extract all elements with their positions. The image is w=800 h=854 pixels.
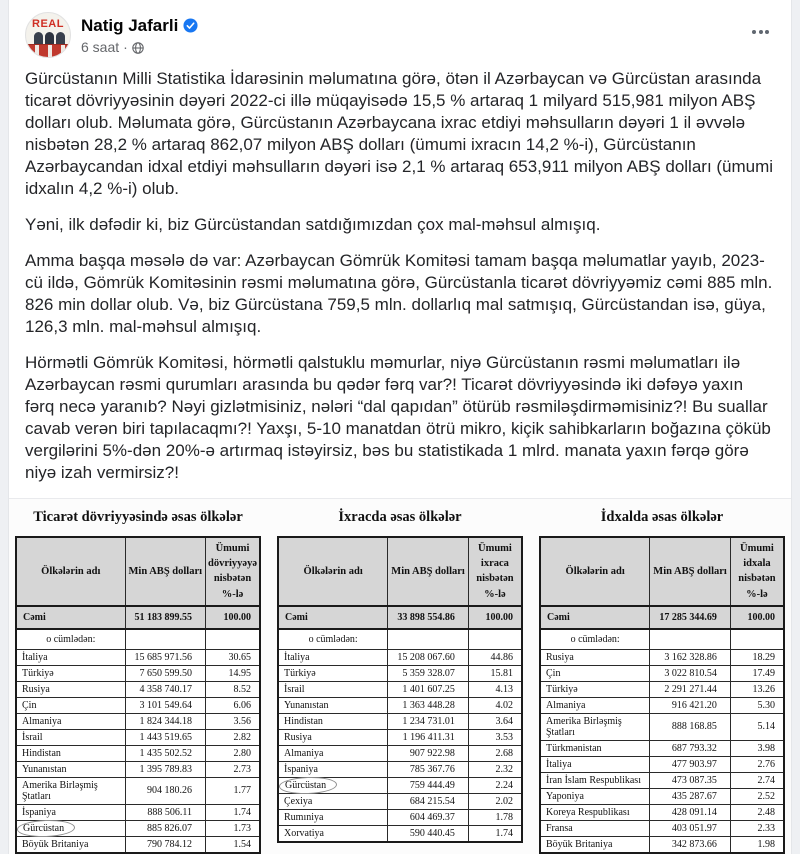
globe-icon (132, 41, 144, 53)
table-row (16, 777, 260, 804)
percent-cell: 1.77 (206, 777, 261, 804)
table-row (278, 761, 522, 777)
percent-cell: 2.02 (468, 793, 522, 809)
table-row (278, 681, 522, 697)
column-header-percent: Ümumi dövriyyəyə nisbətən %-lə (206, 537, 261, 606)
post-paragraph: Amma başqa məsələ də var: Azərbaycan Gömrük Komitəsi tamam başqa məlumatlar yayıb, 2023-cü ildə, Gömrük Komitəsinin rəsmi məlumatına görə, Gürcüstanla ticarət dövriyyəmiz cəmi 885 mln. 826 min dollar olub. Və, biz Gürcüstana 759,5 mln. dollarlıq mal satmışıq, Gürcüstandan isə, güya, 126,3 mln. mal-məhsul almışıq. (25, 251, 773, 336)
table-row (16, 713, 260, 729)
table-row (540, 697, 784, 713)
country-cell: Amerika Birləşmiş Ştatları (16, 777, 125, 804)
avatar-desk (26, 44, 70, 57)
table-row (16, 697, 260, 713)
table-title: İxracda əsas ölkələr (338, 509, 462, 525)
total-value: 51 183 899.55 (125, 606, 205, 629)
table-row (16, 681, 260, 697)
country-cell: İspaniya (278, 761, 388, 777)
post-text (9, 66, 791, 484)
percent-cell: 2.74 (730, 772, 784, 788)
percent-cell: 1.54 (206, 836, 261, 853)
avatar[interactable] (25, 12, 71, 58)
value-cell: 885 826.07 (125, 820, 205, 836)
including-row (16, 629, 260, 650)
country-cell: Çin (16, 697, 125, 713)
percent-cell: 15.81 (468, 665, 522, 681)
value-cell: 1 395 789.83 (125, 761, 205, 777)
country-cell: İsrail (16, 729, 125, 745)
country-cell: Hindistan (278, 713, 388, 729)
statistics-table (539, 536, 785, 854)
table-row (278, 649, 522, 665)
value-cell: 907 922.98 (388, 745, 469, 761)
country-cell: Almaniya (278, 745, 388, 761)
table-row (540, 740, 784, 756)
table-row (540, 772, 784, 788)
table-body (16, 649, 260, 853)
including-row (278, 629, 522, 650)
table-row (540, 681, 784, 697)
total-value: 17 285 344.69 (650, 606, 731, 629)
value-cell: 604 469.37 (388, 809, 469, 825)
value-cell: 1 824 344.18 (125, 713, 205, 729)
value-cell: 1 196 411.31 (388, 729, 469, 745)
percent-cell: 2.24 (468, 777, 522, 793)
percent-cell: 3.53 (468, 729, 522, 745)
total-row (540, 606, 784, 629)
column-header-percent: Ümumi idxala nisbətən %-lə (730, 537, 784, 606)
value-cell: 904 180.26 (125, 777, 205, 804)
attached-statistics-image[interactable] (9, 498, 791, 854)
table-row (16, 665, 260, 681)
percent-cell: 2.76 (730, 756, 784, 772)
total-value: 33 898 554.86 (388, 606, 469, 629)
value-cell: 916 421.20 (650, 697, 731, 713)
value-cell: 3 162 328.86 (650, 649, 731, 665)
column-header-value: Min ABŞ dolları (125, 537, 205, 606)
percent-cell: 30.65 (206, 649, 261, 665)
table-row (278, 665, 522, 681)
total-row (16, 606, 260, 629)
author-name[interactable]: Natig Jafarli (81, 15, 179, 35)
percent-cell: 3.98 (730, 740, 784, 756)
percent-cell: 2.82 (206, 729, 261, 745)
table-row (278, 697, 522, 713)
including-label: o cümlədən: (540, 629, 650, 650)
value-cell: 888 168.85 (650, 713, 731, 740)
table-row (540, 836, 784, 853)
percent-cell: 3.64 (468, 713, 522, 729)
value-cell: 1 363 448.28 (388, 697, 469, 713)
country-cell: İtaliya (540, 756, 650, 772)
country-cell: Türkmənistan (540, 740, 650, 756)
export-table (277, 505, 523, 854)
percent-cell: 6.06 (206, 697, 261, 713)
post-paragraph: Yəni, ilk dəfədir ki, biz Gürcüstandan satdığımızdan çox mal-məhsul almışıq. (25, 215, 601, 234)
table-row (16, 804, 260, 820)
table-row (16, 761, 260, 777)
value-cell: 7 650 599.50 (125, 665, 205, 681)
value-cell: 342 873.66 (650, 836, 731, 853)
total-label: Cəmi (16, 606, 125, 629)
total-row (278, 606, 522, 629)
percent-cell: 13.26 (730, 681, 784, 697)
percent-cell: 1.74 (206, 804, 261, 820)
table-row (278, 729, 522, 745)
table-row (16, 649, 260, 665)
percent-cell: 2.68 (468, 745, 522, 761)
value-cell: 473 087.35 (650, 772, 731, 788)
value-cell: 687 793.32 (650, 740, 731, 756)
country-cell: Çin (540, 665, 650, 681)
total-percent: 100.00 (730, 606, 784, 629)
country-cell: Yunanıstan (16, 761, 125, 777)
country-cell: Hindistan (16, 745, 125, 761)
percent-cell: 14.95 (206, 665, 261, 681)
table-row (540, 665, 784, 681)
percent-cell: 5.30 (730, 697, 784, 713)
header-main (81, 16, 198, 55)
total-label: Cəmi (278, 606, 388, 629)
post-paragraph: Hörmətli Gömrük Komitəsi, hörmətli qalstuklu məmurlar, niyə Gürcüstanın rəsmi məlumatları ilə Azərbaycan rəsmi qurumları arasında bu qədər fərq var?! Ticarət dövriyyəsində iki dəfəyə yaxın fərq necə yaranıb? Nəyi gizlətmisiniz, nələri “dal qapıdan” ötürüb rəsmiləşdirməmisiniz?! Bu suallar cavab verən biri tapılacaqmı?! Yaxşı, 5-10 manatdan ötrü mikro, kiçik sahibkarların boğazına çöküb vergilərini 5%-dən 20%-ə artırmaq istəyirsiz, bəs bu statistikada 1 mlrd. manata yaxın fərqə görə niyə izah vermirsiz?! (25, 353, 771, 482)
value-cell: 477 903.97 (650, 756, 731, 772)
value-cell: 790 784.12 (125, 836, 205, 853)
country-cell: Amerika Birləşmiş Ştatları (540, 713, 650, 740)
percent-cell: 17.49 (730, 665, 784, 681)
country-cell: Böyük Britaniya (540, 836, 650, 853)
value-cell: 888 506.11 (125, 804, 205, 820)
post-header (9, 0, 791, 66)
table-row (16, 836, 260, 853)
value-cell: 684 215.54 (388, 793, 469, 809)
more-options-icon[interactable] (748, 22, 773, 42)
value-cell: 15 208 067.60 (388, 649, 469, 665)
value-cell: 1 435 502.52 (125, 745, 205, 761)
table-row (540, 788, 784, 804)
meta-separator: · (123, 38, 128, 55)
table-row (278, 793, 522, 809)
column-header-value: Min ABŞ dolları (650, 537, 731, 606)
statistics-table (277, 536, 523, 843)
country-cell: Koreya Respublikası (540, 804, 650, 820)
value-cell: 5 359 328.07 (388, 665, 469, 681)
value-cell: 785 367.76 (388, 761, 469, 777)
country-cell: Almaniya (540, 697, 650, 713)
value-cell: 15 685 971.56 (125, 649, 205, 665)
table-row (540, 756, 784, 772)
country-cell: Yunanıstan (278, 697, 388, 713)
percent-cell: 5.14 (730, 713, 784, 740)
value-cell: 590 440.45 (388, 825, 469, 842)
percent-cell: 18.29 (730, 649, 784, 665)
country-cell: Xorvatiya (278, 825, 388, 842)
facebook-post-card (9, 0, 791, 854)
country-cell: Böyük Britaniya (16, 836, 125, 853)
country-cell: İtaliya (16, 649, 125, 665)
percent-cell: 1.78 (468, 809, 522, 825)
circled-annotation: Gürcüstan (23, 822, 65, 834)
percent-cell: 2.33 (730, 820, 784, 836)
verified-badge-icon (183, 18, 198, 33)
circled-annotation: Gürcüstan (285, 779, 327, 791)
value-cell: 2 291 271.44 (650, 681, 731, 697)
total-percent: 100.00 (206, 606, 261, 629)
column-header-value: Min ABŞ dolları (388, 537, 469, 606)
percent-cell: 2.80 (206, 745, 261, 761)
value-cell: 1 234 731.01 (388, 713, 469, 729)
value-cell: 3 022 810.54 (650, 665, 731, 681)
value-cell: 403 051.97 (650, 820, 731, 836)
country-cell (278, 777, 388, 793)
percent-cell: 1.73 (206, 820, 261, 836)
percent-cell: 8.52 (206, 681, 261, 697)
percent-cell: 2.52 (730, 788, 784, 804)
country-cell: İran İslam Respublikası (540, 772, 650, 788)
table-body (540, 649, 784, 853)
table-row (16, 729, 260, 745)
table-body (278, 649, 522, 842)
column-header-country: Ölkələrin adı (16, 537, 125, 606)
table-row (16, 745, 260, 761)
table-row (278, 777, 522, 793)
value-cell: 1 401 607.25 (388, 681, 469, 697)
country-cell: Türkiyə (16, 665, 125, 681)
avatar-figure (56, 32, 65, 44)
percent-cell: 2.32 (468, 761, 522, 777)
avatar-brand-text: REAL (32, 18, 64, 30)
value-cell: 435 287.67 (650, 788, 731, 804)
percent-cell: 3.56 (206, 713, 261, 729)
percent-cell: 2.48 (730, 804, 784, 820)
country-cell: İsrail (278, 681, 388, 697)
country-cell: İspaniya (16, 804, 125, 820)
country-cell: Yaponiya (540, 788, 650, 804)
table-title: İdxalda əsas ölkələr (600, 509, 724, 525)
country-cell: Rusiya (278, 729, 388, 745)
post-meta (81, 39, 198, 55)
country-cell: Almaniya (16, 713, 125, 729)
statistics-table (15, 536, 261, 854)
value-cell: 428 091.14 (650, 804, 731, 820)
timestamp[interactable]: 6 saat (81, 38, 120, 55)
country-cell: Türkiyə (278, 665, 388, 681)
table-row (540, 649, 784, 665)
country-cell: İtaliya (278, 649, 388, 665)
table-row (278, 745, 522, 761)
country-cell: Rumıniya (278, 809, 388, 825)
including-label: o cümlədən: (16, 629, 125, 650)
avatar-figure (34, 32, 43, 44)
including-row (540, 629, 784, 650)
value-cell: 1 443 519.65 (125, 729, 205, 745)
table-row (278, 809, 522, 825)
value-cell: 4 358 740.17 (125, 681, 205, 697)
column-header-country: Ölkələrin adı (540, 537, 650, 606)
avatar-figure (45, 32, 54, 44)
percent-cell: 44.86 (468, 649, 522, 665)
total-label: Cəmi (540, 606, 650, 629)
country-cell: Rusiya (16, 681, 125, 697)
value-cell: 759 444.49 (388, 777, 469, 793)
percent-cell: 1.98 (730, 836, 784, 853)
column-header-country: Ölkələrin adı (278, 537, 388, 606)
percent-cell: 2.73 (206, 761, 261, 777)
table-row (540, 713, 784, 740)
including-label: o cümlədən: (278, 629, 388, 650)
post-paragraph: Gürcüstanın Milli Statistika İdarəsinin məlumatına görə, ötən il Azərbaycan və Gürcüstan arasında ticarət dövriyyəsinin dəyəri 2022-ci illə müqayisədə 15,5 % artaraq 1 milyard 515,981 milyon ABŞ dolları olub. Məlumata görə, Gürcüstanın Azərbaycana ixrac etdiyi məhsulların dəyəri 1 il əvvələ nisbətən 28,2 % artaraq 862,07 milyon ABŞ dolları (ümumi ixracın 14,2 %-i), Gürcüstanın Azərbaycandan idxal etdiyi məhsulların dəyəri isə 2,1 % artaraq 653,911 milyon ABŞ dolları (ümumi idxalın 4,2 %-i) olub. (25, 69, 774, 198)
percent-cell: 1.74 (468, 825, 522, 842)
total-percent: 100.00 (468, 606, 522, 629)
country-cell: Çexiya (278, 793, 388, 809)
table-title: Ticarət dövriyyəsində əsas ölkələr (33, 509, 243, 525)
country-cell: Türkiyə (540, 681, 650, 697)
column-header-percent: Ümumi ixraca nisbətən %-lə (468, 537, 522, 606)
country-cell: Fransa (540, 820, 650, 836)
country-cell: Rusiya (540, 649, 650, 665)
table-row (540, 804, 784, 820)
import-table (539, 505, 785, 854)
percent-cell: 4.13 (468, 681, 522, 697)
value-cell: 3 101 549.64 (125, 697, 205, 713)
percent-cell: 4.02 (468, 697, 522, 713)
trade-turnover-table (15, 505, 261, 854)
table-row (278, 713, 522, 729)
